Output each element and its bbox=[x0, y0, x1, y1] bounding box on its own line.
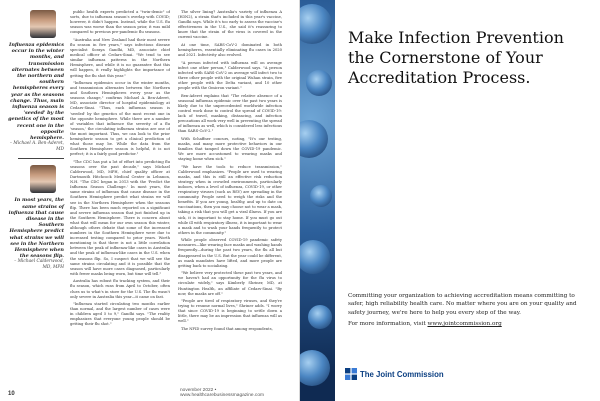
paragraph: "Influenza epidemics occur in the winter months, and transmission alternates between the Northern and Southern Hemispheres every year as the seasons change," confirms Michael A. Ben-Aderet, MD, associate director of hospital epidemiology at Cedars-Sinai. "Thus, each influenza season is 'seeded' by the genetics of the most recent one in the opposite hemisphere. While there are a number of variables that influence the severity of a flu 'season,' the circulating influenza strains are one of the most important. Thus, we can look to the prior hemispheric season to get a clinical prediction of what those may be. While the data from the Southern Hemisphere season is helpful, it is not perfect; it is a fairly good predictor." bbox=[70, 81, 170, 157]
ad-headline: Make Infection Prevention the Cornerstone of Your Accreditation Process. bbox=[348, 28, 564, 87]
pull-quote-2: In most years, the same strains of influenza that cause disease in the Southern Hemisphere predict what strains we will see in the Northern Hemisphere when the seasons flip. bbox=[8, 197, 64, 260]
paragraph: While people observed COVID-19 pandemic safety measures—like wearing face masks and washing hands frequently—during the past two years, the flu all but disappeared in the U.S. But the year could be different, as mask mandates have lifted, and more people are getting back to socializing. bbox=[178, 238, 282, 268]
virus-particle bbox=[300, 120, 328, 158]
paragraph: The silver lining? Australia's variety of influenza A (H3N2), a strain that's included in this year's vaccine, Gandhi says. While it's too early to assess the vaccine's effectiveness in the U.S., she said it's reassuring to know that the strain of the virus is covered in the current vaccine. bbox=[178, 10, 282, 40]
pull-quote-2-author: – Michael Calderwood, MD, MPH bbox=[14, 259, 64, 271]
paragraph: "Australia and New Zealand had their most severe flu season in five years," says infectious disease specialist Soraya Gandhi, MD, associate chief medical officer at Cedars-Sinai. "We tend to see similar influenza patterns in the Northern Hemisphere, and while it is no guarantee that this will happen, it really highlights the importance of getting the flu shot this year." bbox=[70, 37, 170, 78]
paragraph: Australia has robust flu tracking system, and their flu season, which runs from April to October, often clues us to what's in store for the U.S. The flu wasn't only severe in Australia this year—it came on fast. bbox=[70, 279, 170, 299]
page-number: 10 bbox=[8, 391, 15, 397]
virus-particle bbox=[310, 185, 332, 207]
virus-particle bbox=[306, 70, 332, 96]
virus-particle bbox=[308, 305, 332, 329]
article-column-2 bbox=[178, 10, 282, 385]
joint-commission-logo bbox=[345, 368, 444, 380]
paragraph: "The CDC has put a lot of effort into predicting flu seasons over the past decade," says Michael Calderwood, MD, MPH, chief quality officer at Dartmouth Hitchcock Medical Center in Lebanon, N.H. "The CDC began in 2013 with the 'Predict the Influenza Season Challenge.' In most years, the same strains of influenza that cause disease in the Southern Hemisphere predict what strains we will see in the Northern Hemisphere when the seasons flip. There has been much reported on a significant and severe influenza season that just finished up in the Southern Hemisphere. There is concern about what that will mean for our own season this winter, although others debate that some of the increased numbers in the Southern Hemisphere were due to increased testing compared to prior years. Worth mentioning is that there is not a little correlation between the peak of influenza-like cases in Australia and the peak of influenza-like cases in the U.S. when the seasons flip. So, I suspect that we will see the same strains circulating and it is possible that the season will have more cases diagnosed, particularly with fewer masks being worn, but time will tell." bbox=[70, 159, 170, 276]
author-photo-ben-aderet bbox=[30, 10, 56, 38]
author-photo-calderwood bbox=[30, 165, 56, 193]
paragraph: "We believe very protected these past two years, and we haven't had an opportunity for the flu virus to circulate widely," says Kimberly Shriner, MD, at Huntington Health, an affiliate of Cedars-Sinai. "By now, the masks are off." bbox=[178, 271, 282, 296]
ad-body-text: Committing your organization to achieving accreditation means committing to safer, high reliability health care. No matter where you are on your quality and safety journey, we're here to help you every step of the way. bbox=[348, 293, 577, 316]
paragraph: "A person infected with influenza will on average infect one other person," Calderwood says. "A person infected with SARS-CoV-2 on average will infect two to three other people with the original Wuhan strain, five other people with the Delta variant, and 10 other people with the Omicron variant." bbox=[178, 60, 282, 91]
pull-quote-1: Influenza epidemics occur in the winter months, and transmission alternates between the northern and southern hemispheres every year as the seasons change. Thus, main influenza season is 'seeded' by the genetics of the most recent one in the opposite hemisphere. bbox=[8, 42, 64, 142]
virus-photo bbox=[300, 0, 335, 401]
logo-mark-icon bbox=[345, 368, 357, 380]
paragraph: "Influenza started circulating two months earlier than normal, and the largest number of cases were in children aged 5 to 9," Gandhi says. "The reality emphasizes that everyone young people should be getting their flu shot." bbox=[70, 302, 170, 327]
virus-particle bbox=[300, 240, 330, 274]
divider bbox=[18, 158, 64, 159]
page-footer: november 2022 • www.healthcarebusinessmagazine.com bbox=[180, 388, 264, 398]
virus-particle bbox=[300, 4, 332, 44]
visit-prefix: For more information, visit bbox=[348, 321, 428, 327]
paragraph: With Schaffner concurs, noting, "It's our testing, masks, and many more protective behaviors in our families that tamped down the COVID-19 pandemic. We are more accustomed to wearing masks and staying home when sick." bbox=[178, 136, 282, 162]
pull-quote-sidebar bbox=[8, 10, 64, 271]
pull-quote-1-author: – Michael A. Ben-Aderet, MD bbox=[9, 141, 64, 152]
virus-particle bbox=[300, 350, 330, 386]
article-column-1 bbox=[70, 10, 170, 385]
paragraph: public health experts predicted a "twin-demic" of sorts, due to influenza season's overlap with COVID; however, it didn't happen. Instead, while the U.S. flu season was worse than the season prior, it was mild compared to previous pre-pandemic flu seasons. bbox=[70, 10, 170, 35]
advertisement-page bbox=[300, 0, 600, 401]
joint-commission-link[interactable]: www.jointcommission.org bbox=[427, 321, 502, 327]
paragraph: The NFID survey found that among respondents, bbox=[181, 326, 273, 331]
ad-visit-line bbox=[348, 321, 588, 327]
paragraph: At one time, SARS-CoV-2 dominated in both hemispheres, essentially eliminating flu cases in 2020 and 2021. Infectivity also evolved. bbox=[178, 42, 282, 58]
paragraph: Ben-Aderet explains that "The relative absence of a seasonal influenza epidemic over the past two years is likely due to the unprecedented worldwide infection control work done to control the spread of COVID-19: lack of travel, masking, distancing, and infection precautions all work very well in preventing the spread of influenza as well, which is considered less infectious than SARS-CoV-2." bbox=[178, 93, 282, 134]
paragraph: "We have the tools to reduce transmission," Calderwood emphasizes. "People are used to wearing masks, and this is still an effective risk reduction strategy when in crowded environments, particularly indoors, when a level of influenza, COVID-19, or other respiratory viruses (such as RSV) are spreading in the community. People need to weigh the risks and the benefits. If you are young, healthy, and up to date on vaccinations, then you may choose not to wear a mask, taking a risk that you will get a viral illness. If you are sick, it is important to stay home. If you must go out while ill with respiratory illness, it is important to wear a mask and to wash your hands frequently to protect others in the community." bbox=[178, 164, 282, 235]
paragraph: "People are tired of respiratory viruses, and they're trying to resume normal lives," Shriner adds. "I worry that since COVID-19 is beginning to settle down a little, there may be an impression that influenza will as well." bbox=[178, 299, 282, 324]
logo-text: The Joint Commission bbox=[360, 369, 444, 379]
